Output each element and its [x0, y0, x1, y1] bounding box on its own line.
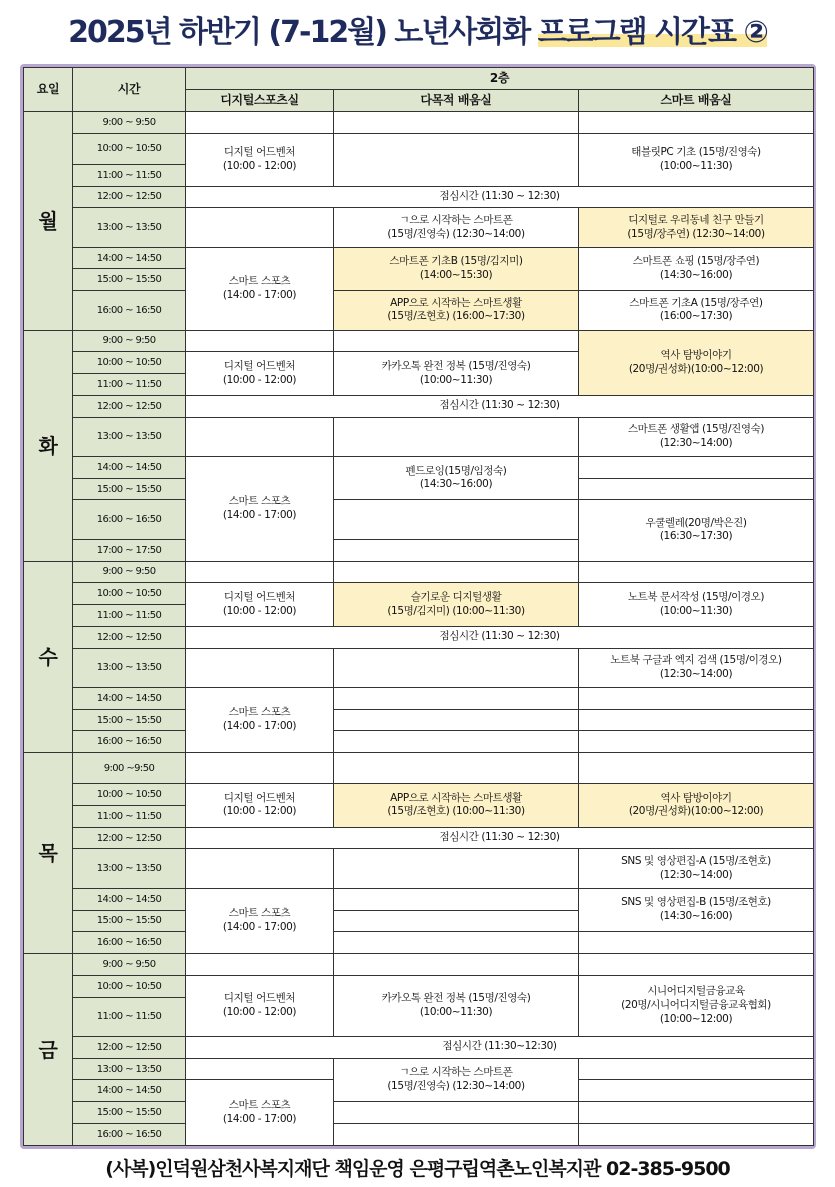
empty-cell	[334, 1123, 579, 1145]
program-digital-adventure: 디지털 어드벤처 (10:00 - 12:00)	[186, 133, 334, 186]
lunch-time: 점심시간 (11:30 ~ 12:30)	[186, 186, 814, 208]
empty-cell	[334, 910, 579, 932]
empty-cell	[186, 561, 334, 583]
program-sns-video-b: SNS 및 영상편집-B (15명/조현호) (14:30~16:00)	[579, 888, 814, 932]
header-floor: 2층	[186, 68, 814, 90]
time-slot: 12:00 ~ 12:50	[73, 626, 186, 648]
time-slot: 14:00 ~ 14:50	[73, 247, 186, 269]
time-slot: 10:00 ~ 10:50	[73, 975, 186, 997]
empty-cell	[334, 417, 579, 456]
time-slot: 13:00 ~ 13:50	[73, 208, 186, 247]
program-smart-sports: 스마트 스포츠 (14:00 - 17:00)	[186, 456, 334, 561]
header-day: 요일	[24, 68, 73, 112]
program-smart-digital-life: 슬기로운 디지털생활 (15명/김지미) (10:00~11:30)	[334, 583, 579, 627]
program-smartphone-apps: 스마트폰 생활앱 (15명/진영숙) (12:30~14:00)	[579, 417, 814, 456]
program-digital-adventure: 디지털 어드벤처 (10:00 - 12:00)	[186, 975, 334, 1036]
program-notebook-search: 노트북 구글과 엑지 검색 (15명/이경오) (12:30~14:00)	[579, 648, 814, 687]
empty-cell	[334, 709, 579, 731]
time-slot: 11:00 ~ 11:50	[73, 164, 186, 186]
empty-cell	[579, 1102, 814, 1124]
empty-cell	[186, 849, 334, 888]
program-history-tour: 역사 탐방이야기 (20명/권성화)(10:00~12:00)	[579, 330, 814, 395]
time-slot: 12:00 ~ 12:50	[73, 186, 186, 208]
program-smartphone-shopping: 스마트폰 쇼핑 (15명/장주연) (14:30~16:00)	[579, 247, 814, 291]
time-slot: 15:00 ~ 15:50	[73, 269, 186, 291]
time-slot: 13:00 ~ 13:50	[73, 648, 186, 687]
program-sns-video-a: SNS 및 영상편집-A (15명/조현호) (12:30~14:00)	[579, 849, 814, 888]
time-slot: 13:00 ~ 13:50	[73, 417, 186, 456]
empty-cell	[186, 1058, 334, 1080]
lunch-time: 점심시간 (11:30 ~ 12:30)	[186, 827, 814, 849]
time-slot: 16:00 ~ 16:50	[73, 731, 186, 753]
time-slot: 17:00 ~ 17:50	[73, 539, 186, 561]
program-ukulele: 우쿨렐레(20명/박은진) (16:30~17:30)	[579, 500, 814, 561]
time-slot: 15:00 ~ 15:50	[73, 478, 186, 500]
time-slot: 11:00 ~ 11:50	[73, 605, 186, 627]
time-slot: 10:00 ~ 10:50	[73, 583, 186, 605]
time-slot: 10:00 ~ 10:50	[73, 352, 186, 374]
title-main: 2025년 하반기 (7-12월) 노년사회화	[68, 15, 530, 50]
program-notebook-docs: 노트북 문서작성 (15명/이경오) (10:00~11:30)	[579, 583, 814, 627]
time-slot: 14:00 ~ 14:50	[73, 888, 186, 910]
lunch-time: 점심시간 (11:30 ~ 12:30)	[186, 395, 814, 417]
program-smart-sports: 스마트 스포츠 (14:00 - 17:00)	[186, 888, 334, 953]
empty-cell	[334, 1102, 579, 1124]
empty-cell	[334, 500, 579, 539]
time-slot: 10:00 ~ 10:50	[73, 784, 186, 806]
program-app-smart-life: APP으로 시작하는 스마트생활 (15명/조현호) (10:00~11:30)	[334, 784, 579, 828]
time-slot: 16:00 ~ 16:50	[73, 932, 186, 954]
empty-cell	[186, 417, 334, 456]
time-slot: 11:00 ~ 11:50	[73, 805, 186, 827]
empty-cell	[334, 648, 579, 687]
program-pen-drawing: 펜드로잉(15명/임정숙) (14:30~16:00)	[334, 456, 579, 500]
time-slot: 11:00 ~ 11:50	[73, 374, 186, 396]
program-smartphone-basic-b: 스마트폰 기초B (15명/김지미) (14:00~15:30)	[334, 247, 579, 291]
time-slot: 14:00 ~ 14:50	[73, 687, 186, 709]
time-slot: 12:00 ~ 12:50	[73, 395, 186, 417]
program-kakaotalk: 카카오톡 완전 정복 (15명/진영숙) (10:00~11:30)	[334, 352, 579, 396]
empty-cell	[334, 687, 579, 709]
schedule-table	[23, 67, 814, 1146]
empty-cell	[579, 561, 814, 583]
empty-cell	[579, 709, 814, 731]
day-thu: 목	[24, 753, 73, 954]
program-tablet-basic: 태블릿PC 기초 (15명/진영숙) (10:00~11:30)	[579, 133, 814, 186]
empty-cell	[186, 648, 334, 687]
title-highlight: 프로그램 시간표 ②	[537, 15, 767, 50]
program-digital-adventure: 디지털 어드벤처 (10:00 - 12:00)	[186, 583, 334, 627]
time-slot: 15:00 ~ 15:50	[73, 1102, 186, 1124]
page-title	[0, 8, 835, 58]
empty-cell	[579, 1058, 814, 1080]
time-slot: 12:00 ~ 12:50	[73, 827, 186, 849]
empty-cell	[334, 731, 579, 753]
header-room-multi: 다목적 배움실	[334, 90, 579, 112]
empty-cell	[579, 731, 814, 753]
empty-cell	[334, 888, 579, 910]
time-slot: 9:00 ~ 9:50	[73, 330, 186, 352]
empty-cell	[186, 112, 334, 134]
empty-cell	[579, 753, 814, 784]
time-slot: 15:00 ~ 15:50	[73, 910, 186, 932]
lunch-time: 점심시간 (11:30~12:30)	[186, 1036, 814, 1058]
time-slot: 16:00 ~ 16:50	[73, 500, 186, 539]
time-slot: 14:00 ~ 14:50	[73, 1080, 186, 1102]
empty-cell	[334, 561, 579, 583]
empty-cell	[186, 954, 334, 976]
program-app-smart-life: APP으로 시작하는 스마트생활 (15명/조현호) (16:00~17:30)	[334, 291, 579, 330]
day-wed: 수	[24, 561, 73, 753]
empty-cell	[579, 932, 814, 954]
header-room-smart: 스마트 배움실	[579, 90, 814, 112]
time-slot: 9:00 ~ 9:50	[73, 954, 186, 976]
time-slot: 12:00 ~ 12:50	[73, 1036, 186, 1058]
time-slot: 9:00 ~ 9:50	[73, 112, 186, 134]
empty-cell	[579, 478, 814, 500]
day-fri: 금	[24, 954, 73, 1146]
empty-cell	[334, 133, 579, 186]
program-smartphone-basic: ㄱ으로 시작하는 스마트폰 (15명/진영숙) (12:30~14:00)	[334, 208, 579, 247]
empty-cell	[186, 330, 334, 352]
empty-cell	[579, 687, 814, 709]
time-slot: 14:00 ~ 14:50	[73, 456, 186, 478]
program-smart-sports: 스마트 스포츠 (14:00 - 17:00)	[186, 1080, 334, 1146]
time-slot: 10:00 ~ 10:50	[73, 133, 186, 164]
empty-cell	[186, 208, 334, 247]
time-slot: 13:00 ~ 13:50	[73, 849, 186, 888]
program-neighborhood-friends: 디지털로 우리동네 친구 만들기 (15명/장주연) (12:30~14:00)	[579, 208, 814, 247]
empty-cell	[334, 753, 579, 784]
time-slot: 13:00 ~ 13:50	[73, 1058, 186, 1080]
time-slot: 16:00 ~ 16:50	[73, 1123, 186, 1145]
empty-cell	[334, 932, 579, 954]
time-slot: 16:00 ~ 16:50	[73, 291, 186, 330]
program-smart-sports: 스마트 스포츠 (14:00 - 17:00)	[186, 247, 334, 330]
footer-contact: (사복)인덕원삼천사복지재단 책임운영 은평구립역촌노인복지관 02-385-9500	[105, 1158, 730, 1180]
day-tue: 화	[24, 330, 73, 561]
time-slot: 11:00 ~ 11:50	[73, 997, 186, 1036]
empty-cell	[334, 849, 579, 888]
empty-cell	[334, 954, 579, 976]
program-history-tour: 역사 탐방이야기 (20명/권성화)(10:00~12:00)	[579, 784, 814, 828]
empty-cell	[579, 1123, 814, 1145]
empty-cell	[579, 1080, 814, 1102]
empty-cell	[579, 954, 814, 976]
program-kakaotalk: 카카오톡 완전 정복 (15명/진영숙) (10:00~11:30)	[334, 975, 579, 1036]
empty-cell	[334, 330, 579, 352]
time-slot: 9:00 ~9:50	[73, 753, 186, 784]
empty-cell	[334, 112, 579, 134]
empty-cell	[334, 539, 579, 561]
day-mon: 월	[24, 112, 73, 331]
program-smartphone-basic: ㄱ으로 시작하는 스마트폰 (15명/진영숙) (12:30~14:00)	[334, 1058, 579, 1102]
program-digital-finance: 시니어디지털금융교육 (20명/시니어디지털금융교육협회) (10:00~12:00)	[579, 975, 814, 1036]
empty-cell	[186, 753, 334, 784]
time-slot: 15:00 ~ 15:50	[73, 709, 186, 731]
lunch-time: 점심시간 (11:30 ~ 12:30)	[186, 626, 814, 648]
program-digital-adventure: 디지털 어드벤처 (10:00 - 12:00)	[186, 784, 334, 828]
empty-cell	[579, 112, 814, 134]
program-digital-adventure: 디지털 어드벤처 (10:00 - 12:00)	[186, 352, 334, 396]
program-smart-sports: 스마트 스포츠 (14:00 - 17:00)	[186, 687, 334, 752]
header-room-sports: 디지털스포츠실	[186, 90, 334, 112]
time-slot: 9:00 ~ 9:50	[73, 561, 186, 583]
empty-cell	[579, 456, 814, 478]
header-time: 시간	[73, 68, 186, 112]
program-smartphone-basic-a: 스마트폰 기초A (15명/장주연) (16:00~17:30)	[579, 291, 814, 330]
